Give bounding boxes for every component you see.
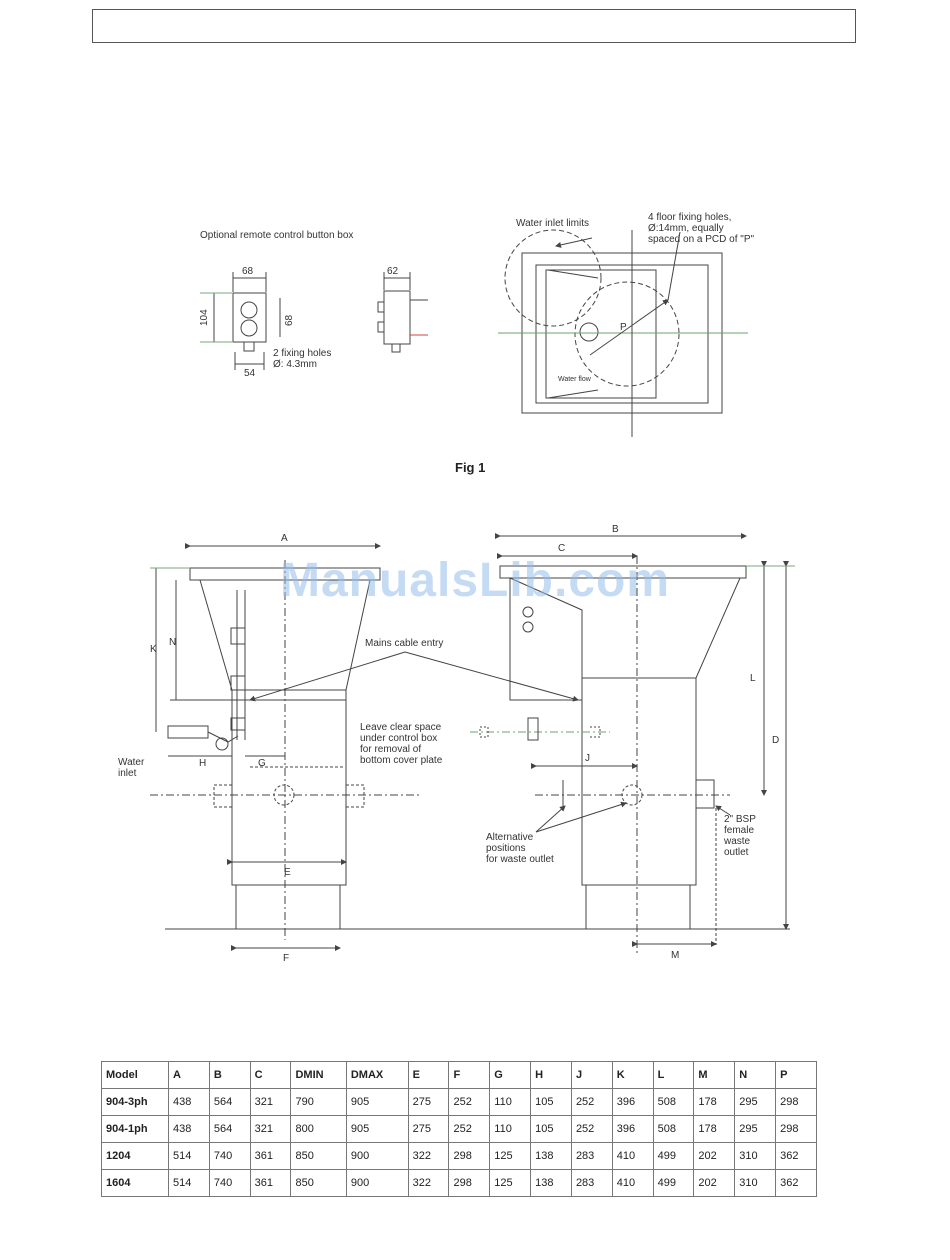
dim-N: N — [169, 637, 177, 648]
leave-clear-4: bottom cover plate — [360, 755, 443, 766]
header-cell: G — [490, 1062, 531, 1089]
value-cell: 438 — [169, 1089, 210, 1116]
value-cell: 740 — [209, 1143, 250, 1170]
model-cell: 904-1ph — [102, 1116, 169, 1143]
bsp-3: waste — [724, 836, 751, 847]
alt-positions-1: Alternative — [486, 832, 534, 843]
dim-104: 104 — [199, 309, 210, 326]
value-cell: 298 — [776, 1116, 817, 1143]
value-cell: 252 — [571, 1089, 612, 1116]
watermark: ManualsLib.com — [279, 554, 671, 607]
header-cell: E — [408, 1062, 449, 1089]
figure-label: Fig 1 — [455, 460, 486, 475]
alt-positions-2: positions — [486, 843, 526, 854]
bsp-2: female — [724, 825, 755, 836]
value-cell: 322 — [408, 1170, 449, 1197]
front-view-drawing — [118, 533, 790, 964]
table-row — [102, 1143, 817, 1170]
value-cell: 105 — [531, 1116, 572, 1143]
dim-M: M — [671, 950, 680, 961]
value-cell: 321 — [250, 1116, 291, 1143]
value-cell: 396 — [612, 1089, 653, 1116]
header-cell: N — [735, 1062, 776, 1089]
remote-box-title: Optional remote control button box — [200, 230, 354, 241]
value-cell: 790 — [291, 1089, 346, 1116]
header-cell: Model — [102, 1062, 169, 1089]
value-cell: 178 — [694, 1116, 735, 1143]
value-cell: 499 — [653, 1143, 694, 1170]
value-cell: 310 — [735, 1143, 776, 1170]
header-cell: B — [209, 1062, 250, 1089]
value-cell: 252 — [449, 1089, 490, 1116]
value-cell: 321 — [250, 1089, 291, 1116]
value-cell: 125 — [490, 1170, 531, 1197]
value-cell: 905 — [346, 1089, 408, 1116]
value-cell: 514 — [169, 1143, 210, 1170]
dimensions-table — [101, 1061, 817, 1197]
table-row — [102, 1116, 817, 1143]
value-cell: 362 — [776, 1170, 817, 1197]
water-flow: Water flow — [558, 376, 591, 383]
value-cell: 275 — [408, 1116, 449, 1143]
value-cell: 508 — [653, 1116, 694, 1143]
value-cell: 138 — [531, 1170, 572, 1197]
value-cell: 564 — [209, 1116, 250, 1143]
value-cell: 138 — [531, 1143, 572, 1170]
value-cell: 275 — [408, 1089, 449, 1116]
value-cell: 295 — [735, 1089, 776, 1116]
leave-clear-1: Leave clear space — [360, 722, 442, 733]
value-cell: 900 — [346, 1170, 408, 1197]
dim-68-right: 68 — [284, 314, 295, 326]
dim-A: A — [281, 533, 288, 544]
table-header-row — [102, 1062, 817, 1089]
value-cell: 438 — [169, 1116, 210, 1143]
header-cell: K — [612, 1062, 653, 1089]
table-row — [102, 1170, 817, 1197]
value-cell: 740 — [209, 1170, 250, 1197]
dim-H: H — [199, 758, 207, 769]
value-cell: 252 — [571, 1116, 612, 1143]
header-cell: J — [571, 1062, 612, 1089]
dim-J: J — [585, 753, 590, 764]
value-cell: 410 — [612, 1170, 653, 1197]
value-cell: 125 — [490, 1143, 531, 1170]
header-cell: P — [776, 1062, 817, 1089]
alt-positions-3: for waste outlet — [486, 854, 554, 865]
value-cell: 850 — [291, 1170, 346, 1197]
dim-F: F — [283, 953, 290, 964]
floor-holes-3: spaced on a PCD of "P" — [648, 234, 755, 245]
value-cell: 361 — [250, 1170, 291, 1197]
header-cell: H — [531, 1062, 572, 1089]
value-cell: 298 — [449, 1143, 490, 1170]
dim-C: C — [558, 543, 566, 554]
header-cell: DMIN — [291, 1062, 346, 1089]
water-inlet-2: inlet — [118, 768, 137, 779]
dim-E: E — [284, 867, 291, 878]
floor-holes-2: Ø:14mm, equally — [648, 223, 724, 234]
header-cell: A — [169, 1062, 210, 1089]
value-cell: 564 — [209, 1089, 250, 1116]
value-cell: 298 — [449, 1170, 490, 1197]
dim-G: G — [258, 758, 266, 769]
table-row — [102, 1089, 817, 1116]
value-cell: 310 — [735, 1170, 776, 1197]
value-cell: 396 — [612, 1116, 653, 1143]
dim-L: L — [750, 673, 756, 684]
bsp-1: 2" BSP — [724, 814, 756, 825]
header-cell: DMAX — [346, 1062, 408, 1089]
dim-D: D — [772, 735, 780, 746]
value-cell: 410 — [612, 1143, 653, 1170]
p-label: P — [620, 322, 627, 333]
value-cell: 900 — [346, 1143, 408, 1170]
value-cell: 283 — [571, 1170, 612, 1197]
mains-cable-entry: Mains cable entry — [365, 638, 444, 649]
model-cell: 1204 — [102, 1143, 169, 1170]
value-cell: 514 — [169, 1170, 210, 1197]
fixing-note-1: 2 fixing holes — [273, 348, 332, 359]
value-cell: 110 — [490, 1116, 531, 1143]
value-cell: 202 — [694, 1143, 735, 1170]
value-cell: 508 — [653, 1089, 694, 1116]
value-cell: 322 — [408, 1143, 449, 1170]
value-cell: 252 — [449, 1116, 490, 1143]
header-cell: F — [449, 1062, 490, 1089]
water-inlet-1: Water — [118, 757, 145, 768]
header-cell: M — [694, 1062, 735, 1089]
leave-clear-2: under control box — [360, 733, 438, 744]
dim-68-top: 68 — [242, 266, 254, 277]
dim-B: B — [612, 524, 619, 535]
fixing-note-2: Ø: 4.3mm — [273, 359, 317, 370]
value-cell: 295 — [735, 1116, 776, 1143]
plan-view-drawing — [498, 212, 754, 437]
dim-54: 54 — [244, 368, 256, 379]
value-cell: 361 — [250, 1143, 291, 1170]
value-cell: 202 — [694, 1170, 735, 1197]
value-cell: 850 — [291, 1143, 346, 1170]
value-cell: 362 — [776, 1143, 817, 1170]
water-inlet-limits: Water inlet limits — [516, 218, 589, 229]
value-cell: 800 — [291, 1116, 346, 1143]
value-cell: 105 — [531, 1089, 572, 1116]
header-cell: C — [250, 1062, 291, 1089]
side-view-drawing — [470, 524, 795, 961]
bsp-4: outlet — [724, 847, 749, 858]
dim-62: 62 — [387, 266, 399, 277]
dim-K: K — [150, 644, 157, 655]
leave-clear-3: for removal of — [360, 744, 422, 755]
remote-box-drawing — [199, 230, 428, 379]
model-cell: 904-3ph — [102, 1089, 169, 1116]
value-cell: 178 — [694, 1089, 735, 1116]
value-cell: 905 — [346, 1116, 408, 1143]
value-cell: 499 — [653, 1170, 694, 1197]
value-cell: 283 — [571, 1143, 612, 1170]
model-cell: 1604 — [102, 1170, 169, 1197]
value-cell: 110 — [490, 1089, 531, 1116]
floor-holes-1: 4 floor fixing holes, — [648, 212, 732, 223]
header-cell: L — [653, 1062, 694, 1089]
value-cell: 298 — [776, 1089, 817, 1116]
